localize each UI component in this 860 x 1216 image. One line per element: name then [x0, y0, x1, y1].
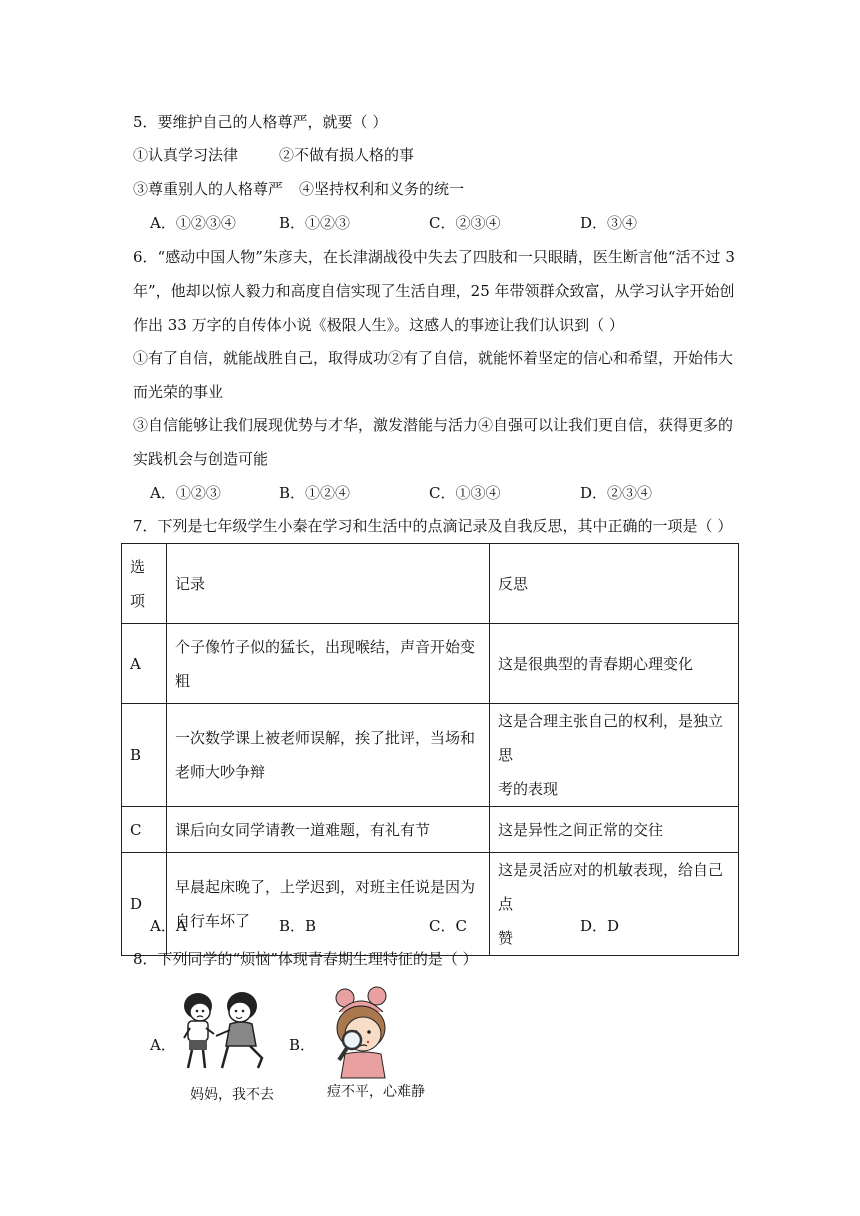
girl-with-magnifier-illustration [325, 982, 425, 1082]
q5-statement-2: ②不做有损人格的事 [279, 146, 415, 164]
q7-option-a: A．A [150, 917, 187, 935]
row-key: D [122, 853, 167, 956]
q7-option-d: D．D [580, 917, 620, 935]
header-option-b: 项 [130, 591, 146, 610]
q8-a-caption: 妈妈，我不去 [190, 1087, 274, 1103]
record-line: 老师大吵争辩 [175, 763, 266, 781]
record-line: 早晨起床晚了，上学迟到，对班主任说是因为 [175, 878, 476, 896]
q5-option-d: D．③④ [580, 214, 638, 232]
q5-option-c: C．②③④ [429, 214, 501, 232]
q5-statement-1: ①认真学习法律 [133, 146, 239, 164]
q6-option-c: C．①③④ [429, 484, 501, 502]
q6-line-7: 实践机会与创造可能 [133, 450, 269, 468]
q8-option-b-label: B． [289, 1036, 316, 1054]
row-key: C [122, 807, 167, 853]
q6-option-a: A．①②③ [150, 484, 221, 502]
q8-b-caption: 痘不平，心难静 [327, 1084, 425, 1100]
q6-line-3: 作出 33 万字的自传体小说《极限人生》。这感人的事迹让我们认识到（ ） [133, 316, 624, 334]
mother-child-illustration [170, 988, 275, 1078]
row-key: A [122, 624, 167, 704]
q8-stem: 8．下列同学的“烦恼”体现青春期生理特征的是（ ） [133, 950, 478, 968]
q5-stem: 5．要维护自己的人格尊严，就要（ ） [133, 113, 388, 131]
record-line: 个子像竹子似的猛长，出现喉结，声音开始变 [175, 637, 476, 656]
row-reflection [490, 853, 739, 956]
row-record: 课后向女同学请教一道难题，有礼有节 [167, 807, 490, 853]
q5-option-a: A．①②③④ [150, 214, 236, 232]
table-row [122, 807, 739, 853]
table-header-row [122, 544, 739, 624]
reflection-line: 考的表现 [498, 780, 559, 798]
header-option-a: 选 [130, 557, 146, 576]
q6-option-d: D．②③④ [580, 484, 653, 502]
q5-statement-4: ④坚持权利和义务的统一 [299, 180, 465, 198]
q5-statement-3: ③尊重别人的人格尊严 [133, 180, 284, 198]
record-line: 一次数学课上被老师误解，挨了批评，当场和 [175, 729, 476, 747]
q7-option-b: B．B [279, 917, 317, 935]
header-reflection: 反思 [490, 544, 739, 624]
record-line: 自行车坏了 [175, 912, 251, 930]
row-record [167, 853, 490, 956]
row-reflection: 这是异性之间正常的交往 [490, 807, 739, 853]
q6-line-4: ①有了自信，就能战胜自己，取得成功②有了自信，就能怀着坚定的信心和希望，开始伟大 [133, 349, 734, 367]
q6-line-2: 年”，他却以惊人毅力和高度自信实现了生活自理，25 年带领群众致富，从学习认字开始创 [133, 282, 735, 300]
q7-option-c: C．C [429, 917, 467, 935]
q8-option-a-label: A． [150, 1036, 176, 1054]
table-row [122, 624, 739, 704]
row-record [167, 704, 490, 807]
row-key: B [122, 704, 167, 807]
q6-line-5: 而光荣的事业 [133, 383, 224, 401]
q6-line-6: ③自信能够让我们展现优势与才华，激发潜能与活力④自强可以让我们更自信，获得更多的 [133, 416, 734, 434]
row-reflection [490, 704, 739, 807]
row-record [167, 624, 490, 704]
q7-stem: 7．下列是七年级学生小秦在学习和生活中的点滴记录及自我反思，其中正确的一项是（ ） [133, 517, 733, 535]
table-row [122, 853, 739, 956]
q6-line-1: 6．“感动中国人物”朱彦夫，在长津湖战役中失去了四肢和一只眼睛，医生断言他“活不过 3 [133, 248, 735, 266]
q6-option-b: B．①②④ [279, 484, 351, 502]
reflection-line: 赞 [498, 929, 514, 947]
record-line: 粗 [175, 671, 191, 690]
reflection-line: 这是灵活应对的机敏表现，给自己点 [498, 861, 724, 913]
q7-table [121, 543, 739, 956]
row-reflection: 这是很典型的青春期心理变化 [490, 624, 739, 704]
header-record: 记录 [167, 544, 490, 624]
q5-option-b: B．①②③ [279, 214, 351, 232]
table-row [122, 704, 739, 807]
reflection-line: 这是合理主张自己的权利，是独立思 [498, 712, 724, 764]
header-option-cell [122, 544, 167, 624]
